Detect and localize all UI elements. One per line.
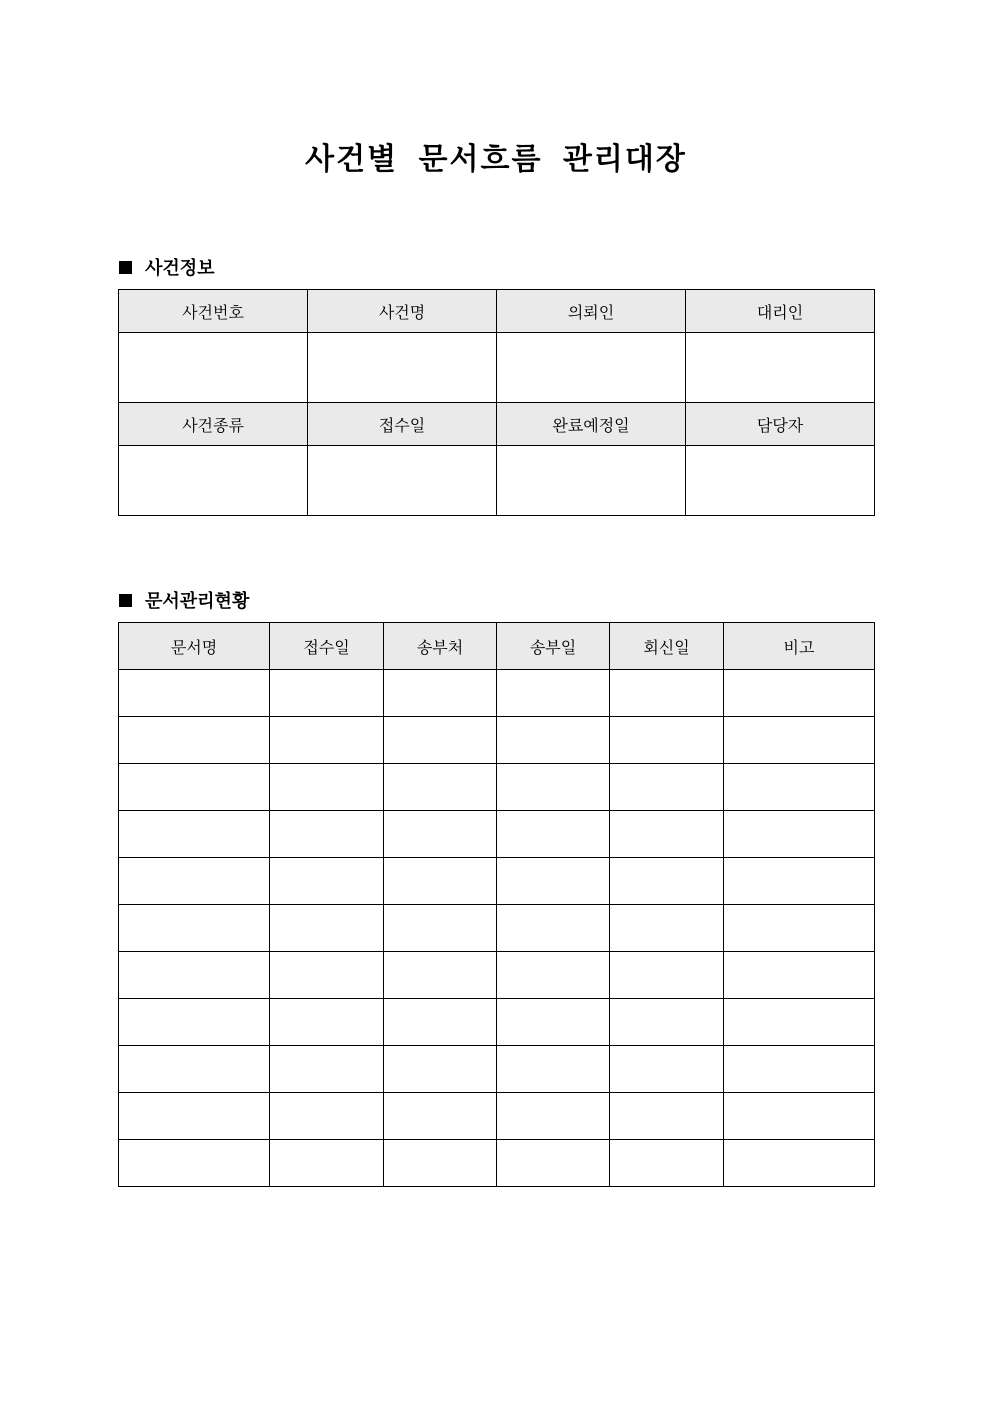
header-reply-date: 회신일 (610, 623, 724, 670)
send-to-cell[interactable] (384, 905, 497, 952)
header-doc-name: 문서명 (119, 623, 270, 670)
reply-date-cell[interactable] (610, 999, 724, 1046)
table-row (119, 858, 875, 905)
reply-date-cell[interactable] (610, 764, 724, 811)
section-heading-case-info (119, 254, 215, 280)
page-title: 사건별 문서흐름 관리대장 (305, 142, 687, 177)
remarks-cell[interactable] (724, 858, 875, 905)
remarks-cell[interactable] (724, 1046, 875, 1093)
table-row (119, 764, 875, 811)
table-header-row (119, 623, 875, 670)
send-date-cell[interactable] (497, 1093, 610, 1140)
header-agent: 대리인 (686, 290, 875, 333)
send-to-cell[interactable] (384, 952, 497, 999)
send-date-cell[interactable] (497, 952, 610, 999)
send-date-cell[interactable] (497, 999, 610, 1046)
received-date-cell[interactable] (270, 670, 384, 717)
case-name-cell[interactable] (308, 333, 497, 403)
doc-name-cell[interactable] (119, 717, 270, 764)
table-row (119, 905, 875, 952)
reply-date-cell[interactable] (610, 1140, 724, 1187)
doc-name-cell[interactable] (119, 1093, 270, 1140)
header-manager: 담당자 (686, 403, 875, 446)
remarks-cell[interactable] (724, 670, 875, 717)
received-date-cell[interactable] (270, 858, 384, 905)
reply-date-cell[interactable] (610, 952, 724, 999)
send-date-cell[interactable] (497, 1140, 610, 1187)
table-row (119, 1093, 875, 1140)
table-header-row (119, 290, 875, 333)
reply-date-cell[interactable] (610, 811, 724, 858)
send-date-cell[interactable] (497, 764, 610, 811)
table-row (119, 670, 875, 717)
doc-name-cell[interactable] (119, 858, 270, 905)
send-date-cell[interactable] (497, 811, 610, 858)
doc-name-cell[interactable] (119, 811, 270, 858)
send-to-cell[interactable] (384, 1046, 497, 1093)
client-cell[interactable] (497, 333, 686, 403)
send-to-cell[interactable] (384, 858, 497, 905)
remarks-cell[interactable] (724, 905, 875, 952)
received-date-cell[interactable] (270, 999, 384, 1046)
section-heading-label: 문서관리현황 (145, 591, 250, 612)
received-date-cell[interactable] (270, 717, 384, 764)
due-date-cell[interactable] (497, 446, 686, 516)
agent-cell[interactable] (686, 333, 875, 403)
send-to-cell[interactable] (384, 1140, 497, 1187)
received-date-cell[interactable] (270, 1046, 384, 1093)
table-header-row (119, 403, 875, 446)
reply-date-cell[interactable] (610, 1046, 724, 1093)
table-row (119, 999, 875, 1046)
send-date-cell[interactable] (497, 670, 610, 717)
header-received-date: 접수일 (308, 403, 497, 446)
doc-name-cell[interactable] (119, 670, 270, 717)
send-to-cell[interactable] (384, 999, 497, 1046)
send-to-cell[interactable] (384, 717, 497, 764)
send-date-cell[interactable] (497, 905, 610, 952)
header-due-date: 완료예정일 (497, 403, 686, 446)
send-date-cell[interactable] (497, 717, 610, 764)
received-date-cell[interactable] (270, 811, 384, 858)
case-number-cell[interactable] (119, 333, 308, 403)
header-client: 의뢰인 (497, 290, 686, 333)
table-row (119, 811, 875, 858)
doc-name-cell[interactable] (119, 764, 270, 811)
square-bullet-icon (119, 261, 132, 274)
remarks-cell[interactable] (724, 1140, 875, 1187)
remarks-cell[interactable] (724, 717, 875, 764)
doc-status-table (118, 622, 875, 1187)
section-heading-doc-status (119, 587, 249, 613)
section-heading-label: 사건정보 (145, 258, 215, 279)
remarks-cell[interactable] (724, 952, 875, 999)
manager-cell[interactable] (686, 446, 875, 516)
remarks-cell[interactable] (724, 811, 875, 858)
send-to-cell[interactable] (384, 764, 497, 811)
header-send-to: 송부처 (384, 623, 497, 670)
reply-date-cell[interactable] (610, 905, 724, 952)
table-row (119, 333, 875, 403)
header-send-date: 송부일 (497, 623, 610, 670)
doc-rows (119, 670, 875, 1187)
header-case-type: 사건종류 (119, 403, 308, 446)
received-date-cell[interactable] (270, 952, 384, 999)
table-row (119, 717, 875, 764)
header-remarks: 비고 (724, 623, 875, 670)
doc-name-cell[interactable] (119, 1046, 270, 1093)
remarks-cell[interactable] (724, 1093, 875, 1140)
remarks-cell[interactable] (724, 999, 875, 1046)
header-case-number: 사건번호 (119, 290, 308, 333)
send-date-cell[interactable] (497, 858, 610, 905)
received-date-cell[interactable] (308, 446, 497, 516)
received-date-cell[interactable] (270, 905, 384, 952)
reply-date-cell[interactable] (610, 717, 724, 764)
table-row (119, 446, 875, 516)
doc-name-cell[interactable] (119, 952, 270, 999)
send-to-cell[interactable] (384, 811, 497, 858)
send-to-cell[interactable] (384, 670, 497, 717)
send-to-cell[interactable] (384, 1093, 497, 1140)
received-date-cell[interactable] (270, 1140, 384, 1187)
doc-name-cell[interactable] (119, 905, 270, 952)
received-date-cell[interactable] (270, 764, 384, 811)
header-received-date: 접수일 (270, 623, 384, 670)
doc-name-cell[interactable] (119, 999, 270, 1046)
header-case-name: 사건명 (308, 290, 497, 333)
send-date-cell[interactable] (497, 1046, 610, 1093)
doc-name-cell[interactable] (119, 1140, 270, 1187)
table-row (119, 1046, 875, 1093)
reply-date-cell[interactable] (610, 1093, 724, 1140)
reply-date-cell[interactable] (610, 670, 724, 717)
case-type-cell[interactable] (119, 446, 308, 516)
received-date-cell[interactable] (270, 1093, 384, 1140)
reply-date-cell[interactable] (610, 858, 724, 905)
case-info-table (118, 289, 875, 516)
remarks-cell[interactable] (724, 764, 875, 811)
table-row (119, 952, 875, 999)
square-bullet-icon (119, 594, 132, 607)
table-row (119, 1140, 875, 1187)
